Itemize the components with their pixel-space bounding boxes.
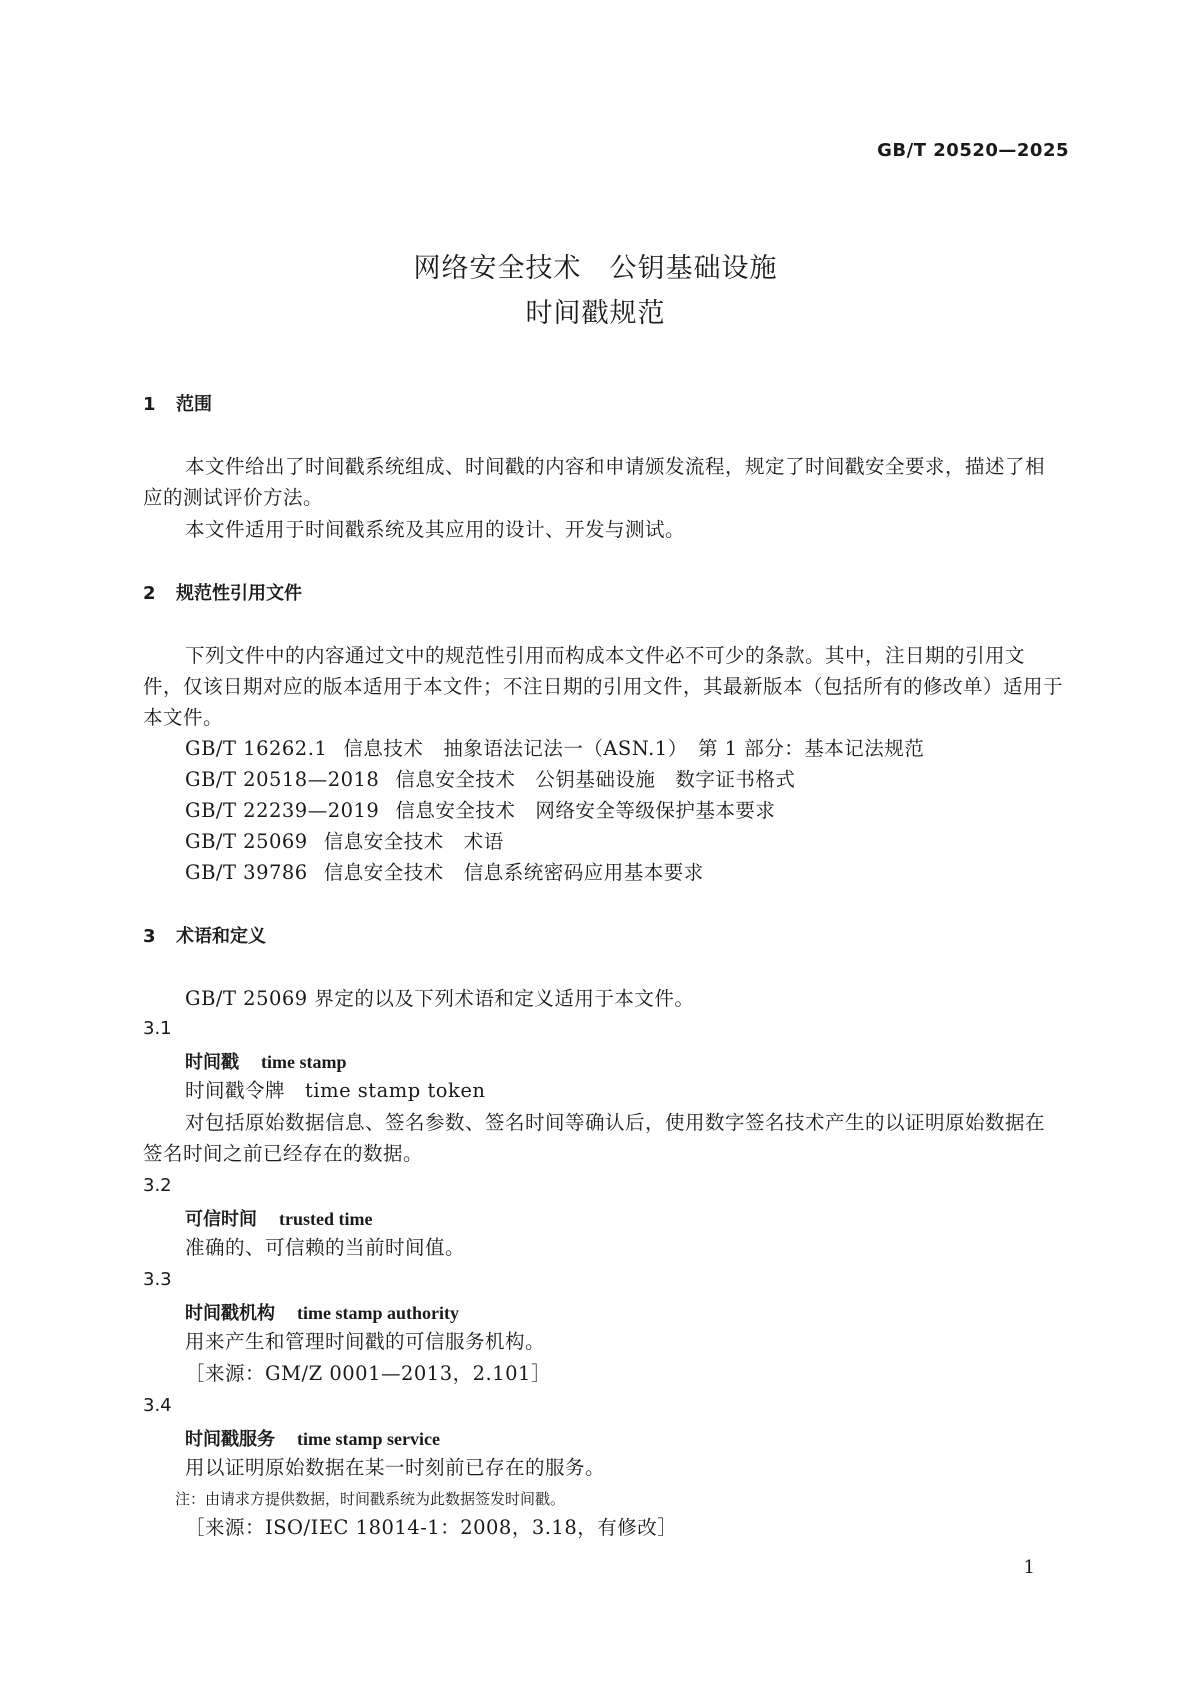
page-number: 1 bbox=[1023, 1557, 1035, 1578]
term-heading bbox=[185, 1425, 440, 1451]
reference-item bbox=[185, 764, 795, 795]
text-line: 应的测试评价方法。 bbox=[143, 486, 324, 509]
reference-item bbox=[185, 857, 704, 888]
term-en: time stamp bbox=[261, 1052, 347, 1072]
term-zh: 可信时间 bbox=[185, 1209, 257, 1230]
term-heading bbox=[185, 1299, 459, 1325]
term-zh: 时间戳 bbox=[185, 1052, 239, 1073]
term-number: 3.2 bbox=[143, 1175, 172, 1196]
term-definition: 准确的、可信赖的当前时间值。 bbox=[185, 1236, 466, 1259]
term-source: ［来源：GM/Z 0001—2013，2.101］ bbox=[185, 1362, 551, 1385]
scope-paragraph-2: 本文件适用于时间戳系统及其应用的设计、开发与测试。 bbox=[185, 518, 686, 541]
term-number: 3.1 bbox=[143, 1018, 172, 1039]
reference-title: 信息安全技术 公钥基础设施 数字证书格式 bbox=[395, 768, 796, 791]
section-title: 范围 bbox=[176, 394, 212, 415]
text-line: 对包括原始数据信息、签名参数、签名时间等确认后，使用数字签名技术产生的以证明原始数据在 bbox=[185, 1111, 1046, 1134]
reference-title: 信息安全技术 信息系统密码应用基本要求 bbox=[323, 861, 704, 884]
reference-title: 信息安全技术 术语 bbox=[323, 830, 504, 853]
text-line: 本文件给出了时间戳系统组成、时间戳的内容和申请颁发流程，规定了时间戳安全要求，描述了相 bbox=[185, 455, 1046, 478]
term-zh: 时间戳服务 bbox=[185, 1429, 275, 1450]
term-definition: 用以证明原始数据在某一时刻前已存在的服务。 bbox=[185, 1456, 606, 1479]
section-number: 3 bbox=[143, 926, 156, 947]
reference-code: GB/T 20518—2018 bbox=[185, 768, 380, 791]
term-note: 注：由请求方提供数据，时间戳系统为此数据签发时间戳。 bbox=[175, 1490, 566, 1508]
scope-paragraph-1 bbox=[143, 451, 1063, 513]
term-definition bbox=[143, 1107, 1063, 1169]
text-line: 本文件。 bbox=[143, 706, 224, 729]
term-en: trusted time bbox=[279, 1209, 373, 1229]
document-title-line1: 网络安全技术 公钥基础设施 bbox=[413, 253, 778, 284]
text-line: 签名时间之前已经存在的数据。 bbox=[143, 1142, 424, 1165]
reference-item bbox=[185, 733, 924, 764]
reference-item bbox=[185, 795, 775, 826]
references-intro bbox=[143, 640, 1063, 733]
section-title: 规范性引用文件 bbox=[176, 583, 302, 604]
text-line: 下列文件中的内容通过文中的规范性引用而构成本文件必不可少的条款。其中，注日期的引用文 bbox=[185, 644, 1026, 667]
text-line: 件，仅该日期对应的版本适用于本文件；不注日期的引用文件，其最新版本（包括所有的修改单）适用于 bbox=[143, 675, 1064, 698]
term-heading bbox=[185, 1048, 346, 1074]
reference-item bbox=[185, 826, 504, 857]
reference-title: 信息技术 抽象语法记法一（ASN.1） 第 1 部分：基本记法规范 bbox=[343, 737, 925, 760]
section-title: 术语和定义 bbox=[176, 926, 266, 947]
document-title-line2: 时间戳规范 bbox=[525, 298, 666, 329]
term-heading bbox=[185, 1205, 372, 1231]
reference-code: GB/T 39786 bbox=[185, 861, 308, 884]
terms-intro: GB/T 25069 界定的以及下列术语和定义适用于本文件。 bbox=[185, 987, 695, 1010]
term-source: ［来源：ISO/IEC 18014-1：2008，3.18，有修改］ bbox=[185, 1516, 678, 1539]
term-number: 3.3 bbox=[143, 1269, 172, 1290]
reference-title: 信息安全技术 网络安全等级保护基本要求 bbox=[395, 799, 776, 822]
section-number: 2 bbox=[143, 583, 156, 604]
section-3-heading bbox=[143, 922, 266, 948]
section-1-heading bbox=[143, 390, 212, 416]
term-definition: 用来产生和管理时间戳的可信服务机构。 bbox=[185, 1330, 546, 1353]
section-number: 1 bbox=[143, 394, 156, 415]
term-zh: 时间戳机构 bbox=[185, 1303, 275, 1324]
term-number: 3.4 bbox=[143, 1395, 172, 1416]
standard-id: GB/T 20520—2025 bbox=[877, 140, 1069, 161]
reference-code: GB/T 16262.1 bbox=[185, 737, 328, 760]
term-en: time stamp service bbox=[297, 1429, 440, 1449]
term-synonym: 时间戳令牌 time stamp token bbox=[185, 1079, 486, 1102]
reference-code: GB/T 25069 bbox=[185, 830, 308, 853]
reference-code: GB/T 22239—2019 bbox=[185, 799, 380, 822]
term-en: time stamp authority bbox=[297, 1303, 459, 1323]
section-2-heading bbox=[143, 579, 302, 605]
